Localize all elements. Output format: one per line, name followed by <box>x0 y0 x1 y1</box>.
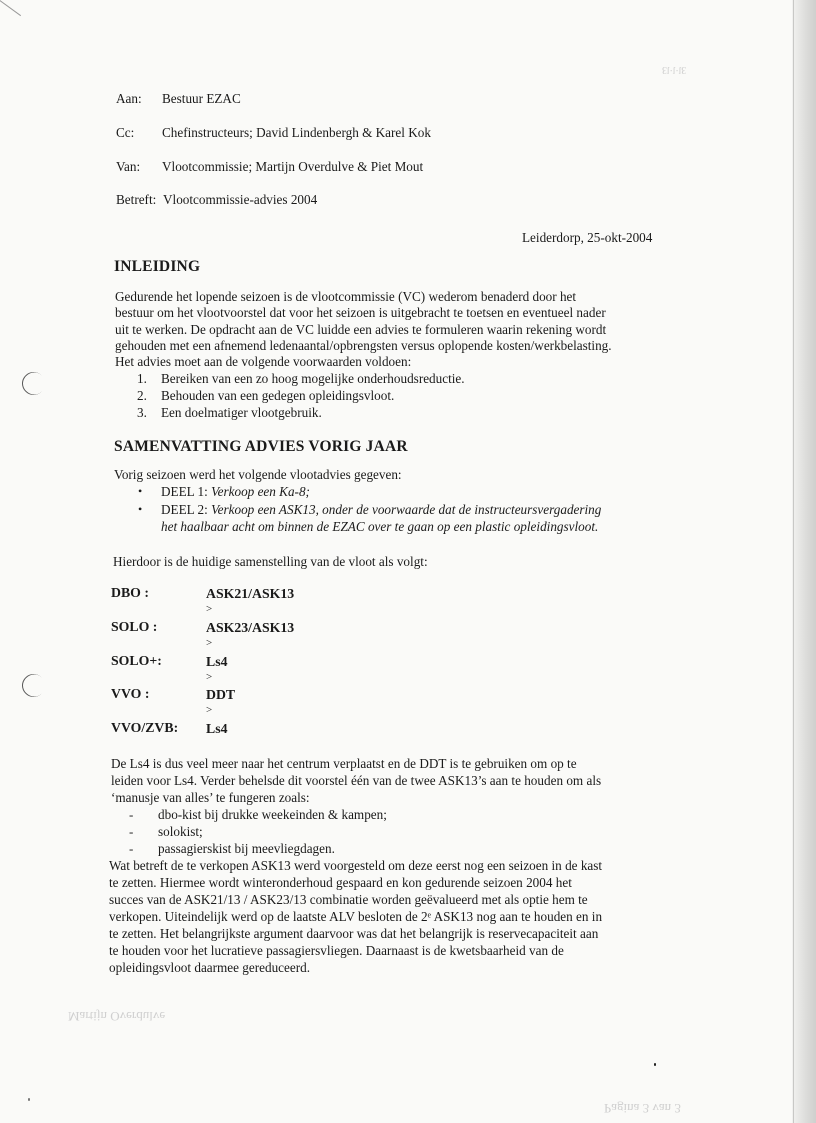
bullet-text: Verkoop een Ka-8; <box>211 484 310 499</box>
dash-bullet-icon: - <box>129 841 134 856</box>
paragraph-line: succes van de ASK21/13 / ASK23/13 combinatie worden geëvalueerd met als optie hem te <box>109 892 588 907</box>
bullet-prefix: DEEL 1: <box>161 484 212 499</box>
inleiding-line: bestuur om het vlootvoorstel dat voor het seizoen is uitgebracht te toetsen en eventueel nader <box>115 305 606 320</box>
fleet-key: VVO/ZVB: <box>111 720 179 735</box>
list-number: 3. <box>137 405 147 420</box>
fleet-key: SOLO : <box>111 619 158 634</box>
bullet-text: Verkoop een ASK13, onder de voorwaarde dat de instructeursvergadering <box>211 502 602 517</box>
bullet-item-deel-2 <box>161 502 601 518</box>
inleiding-line: Gedurende het lopende seizoen is de vlootcommissie (VC) wederom benaderd door het <box>115 289 577 304</box>
inleiding-line: gehouden met een afnemend ledenaantal/opbrengsten versus oplopende kosten/werkbelasting. <box>115 338 612 353</box>
betreft-label: Betreft: <box>116 192 157 207</box>
page-edge-line <box>793 0 794 1123</box>
inleiding-line: uit te werken. De opdracht aan de VC luidde een advies te formuleren waarin rekening wordt <box>115 322 607 337</box>
cc-value: Chefinstructeurs; David Lindenbergh & Karel Kok <box>162 125 431 140</box>
fleet-key: VVO : <box>111 686 150 701</box>
dash-bullet-icon: - <box>129 824 134 839</box>
list-item: Bereiken van een zo hoog mogelijke onderhoudsreductie. <box>161 371 465 386</box>
list-number: 1. <box>137 371 147 386</box>
fleet-value: DDT <box>206 687 236 702</box>
aan-label: Aan: <box>116 91 142 106</box>
bullet-text-continuation: het haalbaar acht om binnen de EZAC over te gaan op een plastic opleidingsvloot. <box>161 519 599 534</box>
bullet-icon: • <box>138 484 143 498</box>
fleet-value: ASK21/ASK13 <box>206 586 295 601</box>
paragraph-line: opleidingsvloot daarmee gereduceerd. <box>109 960 311 975</box>
paragraph-line: verkopen. Uiteindelijk werd op de laatste ALV besloten de 2ᵉ ASK13 nog aan te houden en in <box>109 909 603 924</box>
fleet-key: DBO : <box>111 585 149 600</box>
paragraph-line: De Ls4 is dus veel meer naar het centrum verplaatst en de DDT is te gebruiken om op te <box>111 756 577 771</box>
arrow-icon: > <box>206 704 213 716</box>
scan-corner-mark <box>0 0 21 16</box>
list-number: 2. <box>137 388 147 403</box>
paragraph-line: Wat betreft de te verkopen ASK13 werd voorgesteld om deze eerst nog een seizoen in de kast <box>109 858 603 873</box>
paragraph-line: te zetten. Hiermee wordt winteronderhoud gespaard en kon gedurende seizoen 2004 het <box>109 875 572 890</box>
betreft-value: Vlootcommissie-advies 2004 <box>163 192 318 207</box>
inleiding-line: Het advies moet aan de volgende voorwaarden voldoen: <box>115 354 412 369</box>
bleed-through-name: Martijn Overdulve <box>68 1009 166 1024</box>
cc-label: Cc: <box>116 125 135 140</box>
fleet-key: SOLO+: <box>111 653 162 668</box>
fleet-value: ASK23/ASK13 <box>206 620 295 635</box>
scan-speck <box>654 1063 656 1066</box>
bleed-through-footer: Pagina 3 van 3 <box>604 1101 681 1116</box>
paragraph-line: leiden voor Ls4. Verder behelsde dit voorstel één van de twee ASK13’s aan te houden om als <box>111 773 602 788</box>
punch-hole-bottom-icon <box>17 669 50 702</box>
paragraph-line: te houden voor het lucratieve passagiersvliegen. Daarnaast is de kwetsbaarheid van de <box>109 943 564 958</box>
samenvatting-intro: Vorig seizoen werd het volgende vlootadvies gegeven: <box>114 467 402 482</box>
bullet-icon: • <box>138 502 143 516</box>
paragraph-line: ‘manusje van alles’ te fungeren zoals: <box>111 790 310 805</box>
dash-item: dbo-kist bij drukke weekeinden & kampen; <box>158 807 387 822</box>
scan-speck <box>28 1098 30 1101</box>
bullet-item-deel-1 <box>161 484 310 500</box>
place-date: Leiderdorp, 25-okt-2004 <box>522 230 653 245</box>
list-item: Een doelmatiger vlootgebruik. <box>161 405 322 420</box>
van-value: Vlootcommissie; Martijn Overdulve & Piet Mout <box>162 159 424 174</box>
paragraph-line: te zetten. Het belangrijkste argument daarvoor was dat het belangrijk is reservecapaciteit aan <box>109 926 599 941</box>
fleet-value: Ls4 <box>206 721 228 736</box>
bullet-prefix: DEEL 2: <box>161 502 212 517</box>
list-item: Behouden van een gedegen opleidingsvloot. <box>161 388 395 403</box>
van-label: Van: <box>116 159 141 174</box>
arrow-icon: > <box>206 671 213 683</box>
arrow-icon: > <box>206 603 213 615</box>
dash-item: solokist; <box>158 824 203 839</box>
section-heading-samenvatting: SAMENVATTING ADVIES VORIG JAAR <box>114 438 408 455</box>
arrow-icon: > <box>206 637 213 649</box>
aan-value: Bestuur EZAC <box>162 91 241 106</box>
bleed-through-page-number: ƐƖ·Ɩ·ƖƐ <box>662 64 687 75</box>
section-heading-inleiding: INLEIDING <box>114 258 201 275</box>
dash-item: passagierskist bij meevliegdagen. <box>158 841 335 856</box>
dash-bullet-icon: - <box>129 807 134 822</box>
punch-hole-top-icon <box>17 367 50 400</box>
fleet-value: Ls4 <box>206 654 228 669</box>
page-edge-shadow <box>792 0 816 1123</box>
fleet-intro: Hierdoor is de huidige samenstelling van de vloot als volgt: <box>113 554 428 569</box>
